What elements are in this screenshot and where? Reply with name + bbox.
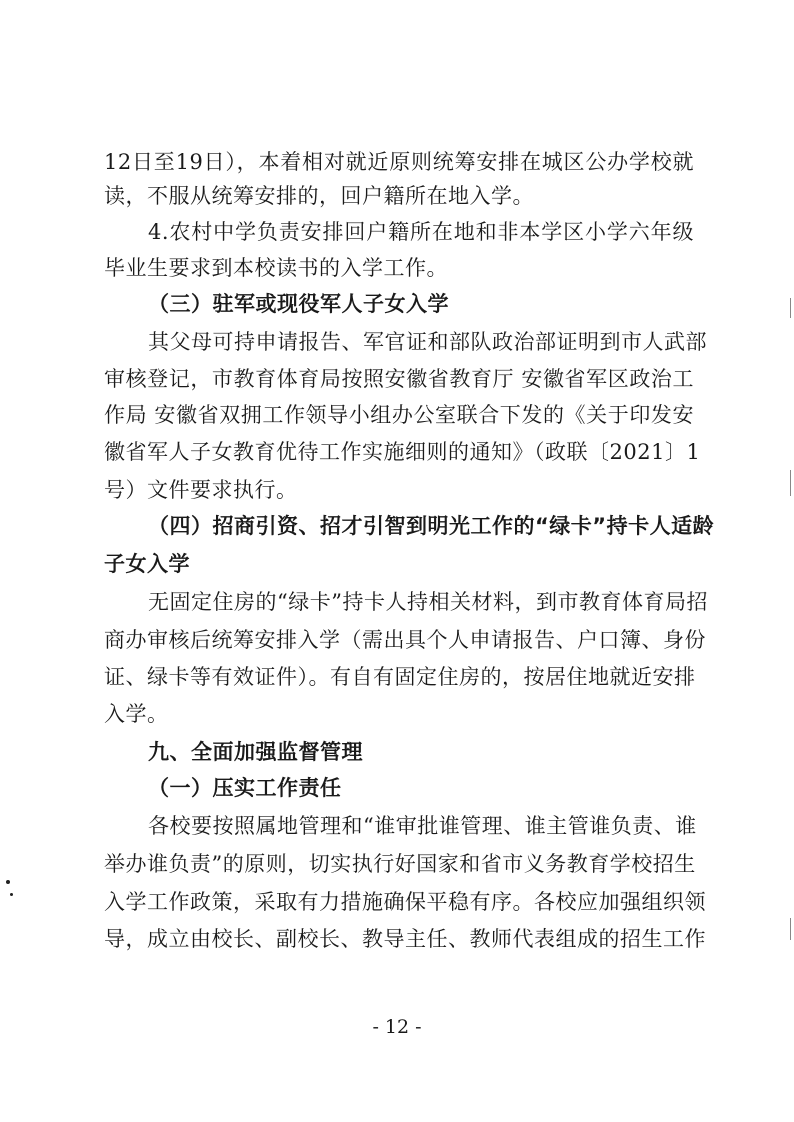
section-heading: （三）驻军或现役军人子女入学: [148, 292, 449, 316]
scan-dot: [6, 880, 10, 884]
body-text-line: 商办审核后统筹安排入学（需出具个人申请报告、户口簿、身份: [104, 628, 706, 652]
page-number: - 12 -: [372, 1016, 422, 1038]
section-heading: （四）招商引资、招才引智到明光工作的“绿卡”持卡人适龄: [148, 514, 715, 538]
body-text-line: 导，成立由校长、副校长、教导主任、教师代表组成的招生工作: [104, 927, 706, 951]
body-text-line: 证、绿卡等有效证件）。有自有固定住房的，按居住地就近安排: [104, 665, 696, 689]
body-text-line: 4.农村中学负责安排回户籍所在地和非本学区小学六年级: [148, 220, 694, 244]
body-text-line: 号）文件要求执行。: [104, 478, 298, 502]
body-text-line: 入学工作政策，采取有力措施确保平稳有序。各校应加强组织领: [104, 890, 706, 914]
body-text-line: 审核登记，市教育体育局按照安徽省教育厅 安徽省军区政治工: [104, 367, 694, 391]
body-text-line: 毕业生要求到本校读书的入学工作。: [104, 256, 448, 280]
scan-edge-mark: [790, 918, 791, 940]
body-text-line: 12日至19日），本着相对就近原则统筹安排在城区公办学校就: [104, 150, 694, 174]
scan-edge-mark: [790, 298, 791, 318]
section-heading: 子女入学: [104, 552, 190, 576]
body-text-line: 读，不服从统筹安排的，回户籍所在地入学。: [104, 184, 534, 208]
section-heading: （一）压实工作责任: [148, 776, 342, 800]
body-text-line: 无固定住房的“绿卡”持卡人持相关材料，到市教育体育局招: [148, 590, 708, 614]
body-text-line: 徽省军人子女教育优待工作实施细则的通知》（政联〔2021〕1: [104, 440, 701, 464]
body-text-line: 举办谁负责”的原则，切实执行好国家和省市义务教育学校招生: [104, 852, 696, 876]
scan-dot: [10, 893, 13, 896]
body-text-line: 入学。: [104, 702, 169, 726]
scan-edge-mark: [790, 470, 791, 496]
body-text-line: 作局 安徽省双拥工作领导小组办公室联合下发的《关于印发安: [104, 403, 694, 427]
body-text-line: 其父母可持申请报告、军官证和部队政治部证明到市人武部: [148, 330, 707, 354]
chapter-heading: 九、全面加强监督管理: [148, 740, 363, 764]
body-text-line: 各校要按照属地管理和“谁审批谁管理、谁主管谁负责、谁: [148, 814, 697, 838]
